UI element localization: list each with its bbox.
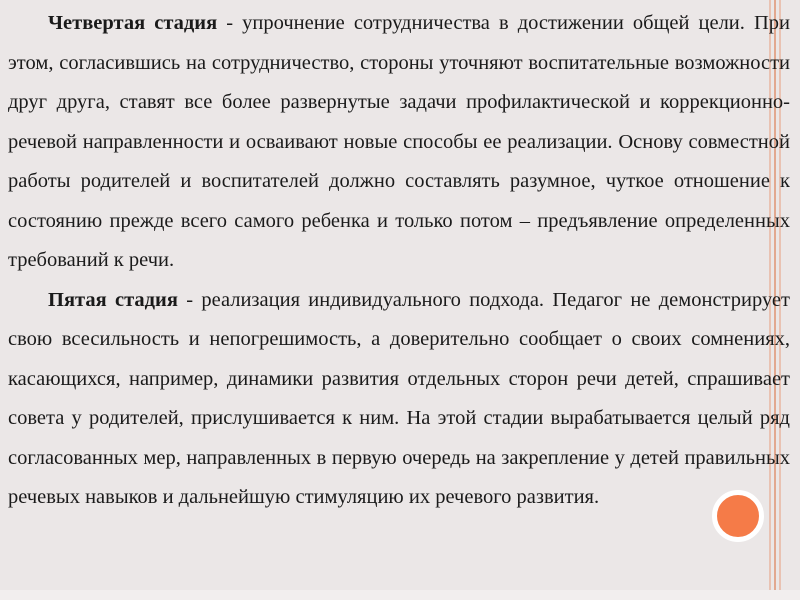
bottom-rule <box>0 590 800 600</box>
slide-text <box>8 4 790 518</box>
stage-five-text: - реализация индивидуального подхода. Педагог не демонстрирует свою всесильность и непогрешимость, а доверительно сообщает о своих сомнениях, касающихся, например, динамики развития отдельных сторон речи детей, спрашивает совета у родителей, прислушивается к ним. На этой стадии вырабатывается целый ряд согласованных мер, направленных в первую очередь на закрепление у детей правильных речевых навыков и дальнейшую стимуляцию их речевого развития. <box>8 288 790 508</box>
paragraph-stage-five <box>8 281 790 518</box>
stage-five-term: Пятая стадия <box>48 288 178 311</box>
stage-four-term: Четвертая стадия <box>48 12 218 34</box>
decorative-circle <box>712 490 764 542</box>
stage-four-text: - упрочнение сотрудничества в достижении общей цели. При этом, согласившись на сотрудничество, стороны уточняют воспитательные возможности друг друга, ставят все более развернутые задачи профилактической и коррекционно-речевой направленности и осваивают новые способы ее реализации. Основу совместной работы родителей и воспитателей должно составлять разумное, чуткое отношение к состоянию прежде всего самого ребенка и только потом – предъявление определенных требований к речи. <box>8 12 790 271</box>
paragraph-stage-four <box>8 4 790 281</box>
